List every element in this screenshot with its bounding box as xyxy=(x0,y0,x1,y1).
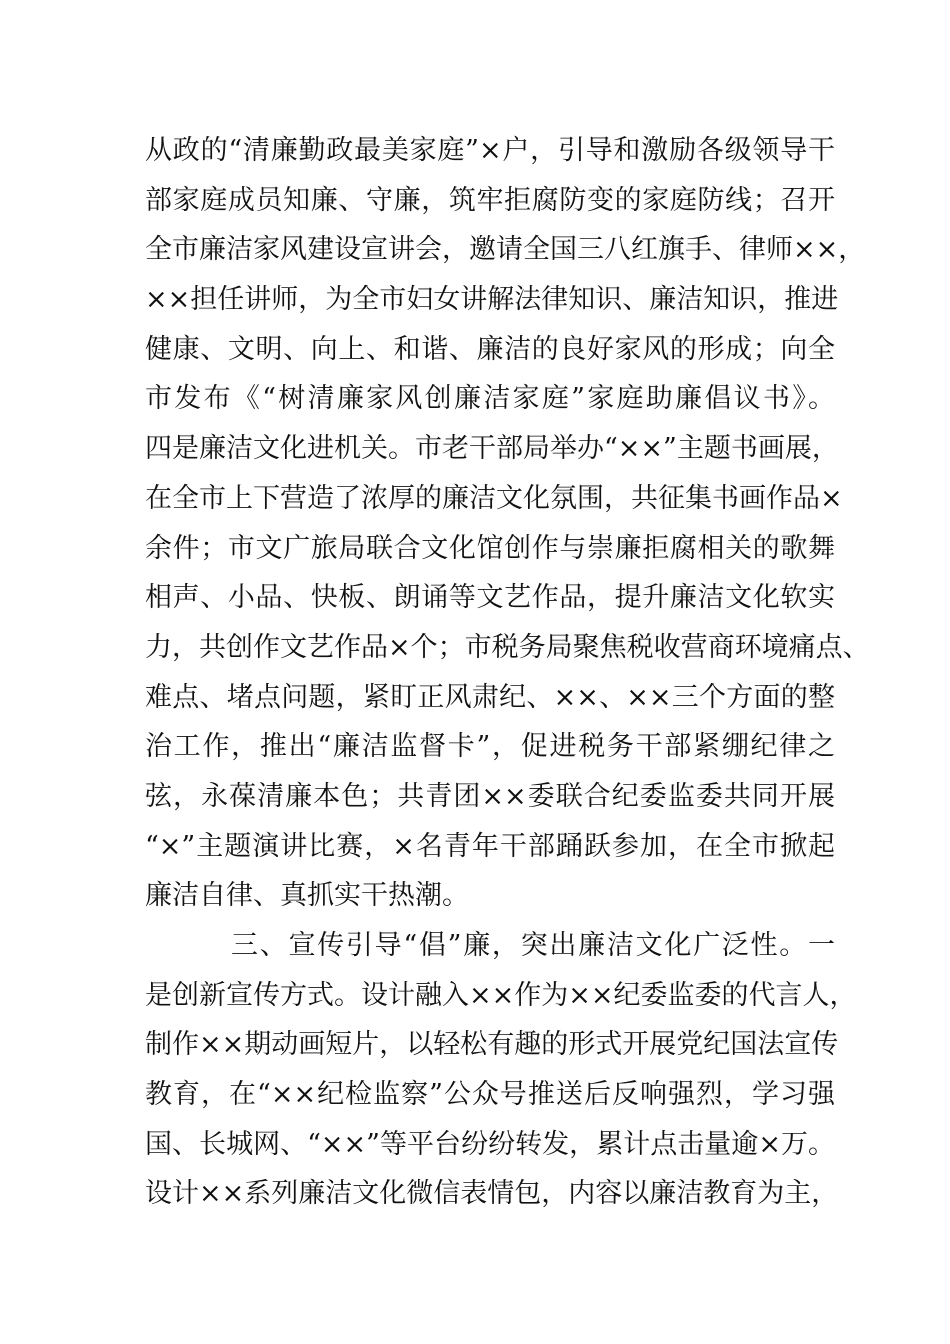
text-line: 从政的“清廉勤政最美家庭”×户，引导和激励各级领导干 xyxy=(145,135,835,166)
text-line: 四是廉洁文化进机关。市老干部局举办“××”主题书画展， xyxy=(145,433,839,465)
text-line: 制作××期动画短片，以轻松有趣的形式开展党纪国法宣传 xyxy=(145,1029,839,1061)
text-line: ××担任讲师，为全市妇女讲解法律知识、廉洁知识，推进 xyxy=(145,284,839,316)
text-line: 在全市上下营造了浓厚的廉洁文化氛围，共征集书画作品× xyxy=(145,482,843,514)
text-line: 弦，永葆清廉本色；共青团××委联合纪委监委共同开展 xyxy=(145,780,835,812)
text-line: 部家庭成员知廉、守廉，筑牢拒腐防变的家庭防线；召开 xyxy=(145,184,835,216)
text-line: “×”主题演讲比赛，×名青年干部踊跃参加，在全市掀起 xyxy=(145,830,835,862)
text-line: 全市廉洁家风建设宣讲会，邀请全国三八红旗手、律师××， xyxy=(145,234,866,266)
body-text xyxy=(145,126,870,1219)
text-line: 难点、堵点问题，紧盯正风肃纪、××、××三个方面的整 xyxy=(145,681,835,713)
text-line: 市发布《“树清廉家风创廉洁家庭”家庭助廉倡议书》。 xyxy=(145,383,835,415)
text-line: 治工作，推出“廉洁监督卡”，促进税务干部紧绷纪律之 xyxy=(145,731,835,763)
text-line: 设计××系列廉洁文化微信表情包，内容以廉洁教育为主， xyxy=(145,1178,839,1210)
text-line: 是创新宣传方式。设计融入××作为××纪委监委的代言人， xyxy=(145,979,857,1011)
text-line: 国、长城网、“××”等平台纷纷转发，累计点击量逾×万。 xyxy=(145,1128,835,1160)
section-heading-line: 三、宣传引导“倡”廉，突出廉洁文化广泛性。一 xyxy=(231,930,835,961)
text-line: 余件；市文广旅局联合文化馆创作与崇廉拒腐相关的歌舞 xyxy=(145,532,835,564)
text-line: 力，共创作文艺作品×个；市税务局聚焦税收营商环境痛点、 xyxy=(145,631,870,663)
text-line: 廉洁自律、真抓实干热潮。 xyxy=(145,880,469,912)
text-line: 健康、文明、向上、和谐、廉洁的良好家风的形成；向全 xyxy=(145,333,835,365)
text-line: 教育，在“××纪检监察”公众号推送后反响强烈，学习强 xyxy=(145,1079,835,1111)
text-line: 相声、小品、快板、朗诵等文艺作品，提升廉洁文化软实 xyxy=(145,582,835,614)
